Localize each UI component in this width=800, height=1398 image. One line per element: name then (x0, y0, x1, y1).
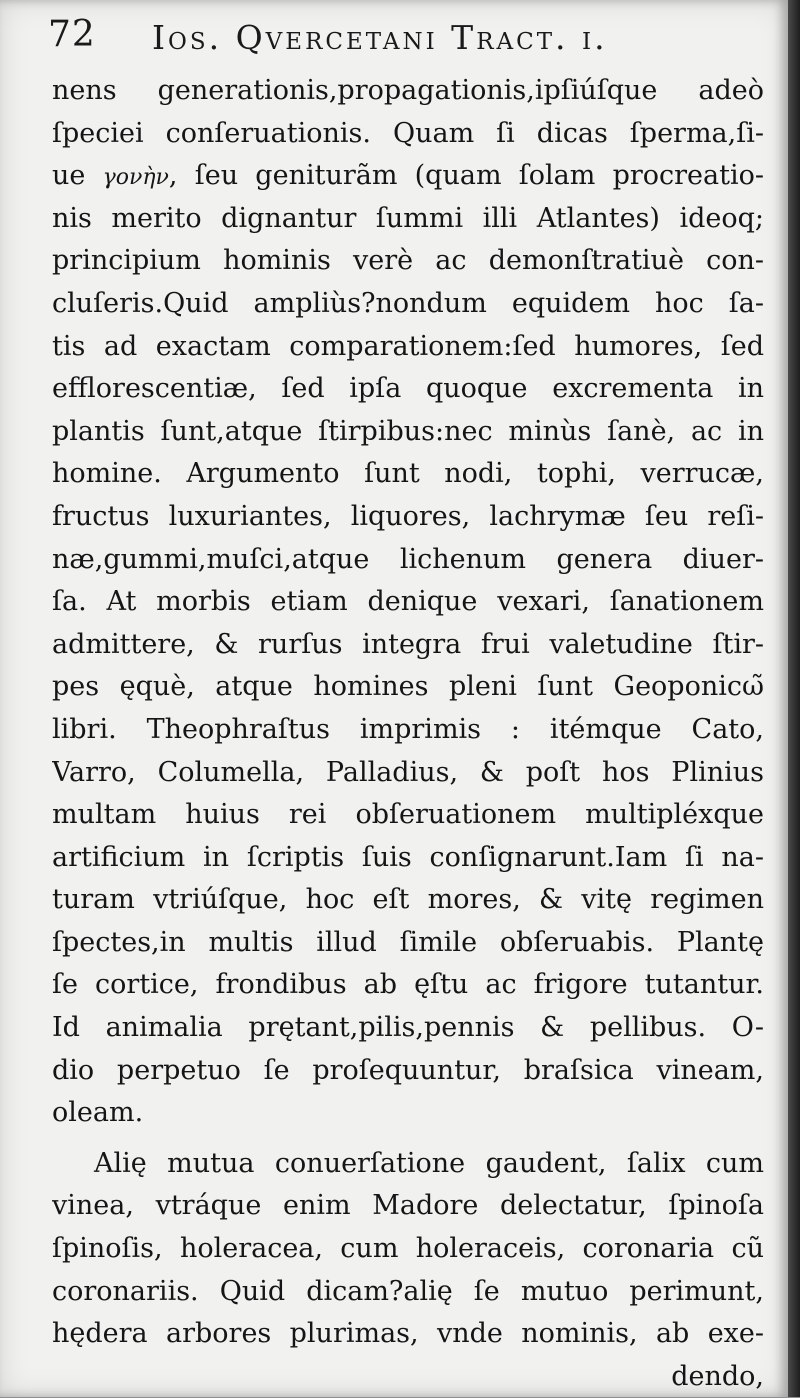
text-line: ſa. At morbis etiam denique vexari, ſanationem (52, 586, 764, 618)
page-edge-shadow (788, 0, 800, 1397)
text-line: Alię mutua conuerſatione gaudent, ſalix cum (94, 1147, 764, 1179)
text-line: fructus luxuriantes, liquores, lachrymæ ſeu reſi- (52, 500, 764, 532)
text-line: libri. Theophraſtus imprimis : itémque Cato, (52, 713, 764, 745)
text-line: ſe cortice, frondibus ab ęſtu ac frigore tutantur. (52, 969, 764, 1001)
text-line: ſpectes,in multis illud ſimile obſeruabis. Plantę (52, 926, 764, 958)
text-line: homine. Argumento ſunt nodi, tophi, verrucæ, (52, 458, 764, 490)
text-line: principium hominis verè ac demonſtratiuè con- (52, 245, 764, 277)
text-line: ſpeciei conſeruationis. Quam ſi dicas ſperma,ſi- (52, 117, 764, 149)
page-header (48, 10, 768, 68)
text-line: artificium in ſcriptis ſuis conſignarunt.Iam ſi na- (52, 841, 764, 873)
text-line: admittere, & rurſus integra frui valetudine ſtir- (52, 628, 764, 660)
text-line: vinea, vtráque enim Madore delectatur, ſpinoſa (52, 1190, 764, 1222)
text-fragment: ue (52, 160, 103, 192)
text-line: dio perpetuo ſe proſequuntur, braſsica vineam, (52, 1054, 764, 1086)
text-line: Varro, Columella, Palladius, & poſt hos Plinius (52, 756, 764, 788)
text-fragment: , ſeu geniturãm (quam ſolam procreatio- (168, 160, 764, 192)
text-line: dendo, (671, 1360, 764, 1392)
text-line: næ,gummi,muſci,atque lichenum genera diuer- (52, 543, 764, 575)
text-line: multam huius rei obſeruationem multipléxque (52, 799, 764, 831)
running-head: Ios. Qvercetani Tract. i. (152, 18, 608, 57)
greek-word: γονὴν (102, 165, 169, 191)
text-line: hędera arbores plurimas, vnde nominis, ab exe- (52, 1318, 764, 1350)
body-text (52, 70, 764, 1398)
text-line: efflorescentiæ, ſed ipſa quoque excrementa in (52, 373, 764, 405)
text-line: Id animalia prętant,pilis,pennis & pellibus. O- (52, 1012, 764, 1044)
text-line: cluſeris.Quid ampliùs?nondum equidem hoc ſa- (52, 287, 764, 319)
text-line: nens generationis,propagationis,ipſiúſque adeò (52, 75, 764, 106)
text-line: oleam. (52, 1097, 144, 1129)
text-line (52, 155, 764, 198)
text-line: coronariis. Quid dicam?alię ſe mutuo perimunt, (52, 1275, 764, 1307)
text-line: turam vtriúſque, hoc eſt mores, & vitę regimen (52, 884, 764, 916)
page-number: 72 (48, 14, 96, 55)
text-line: pes ęquè, atque homines pleni ſunt Geoponicω̃ (52, 671, 764, 703)
text-line: ſpinoſis, holeracea, cum holeraceis, coronaria cũ (52, 1233, 764, 1265)
text-line: plantis ſunt,atque ſtirpibus:nec minùs ſanè, ac in (52, 415, 764, 447)
text-line: tis ad exactam comparationem:ſed humores, ſed (52, 330, 764, 362)
text-line: nis merito dignantur ſummi illi Atlantes) ideoq; (52, 202, 764, 234)
